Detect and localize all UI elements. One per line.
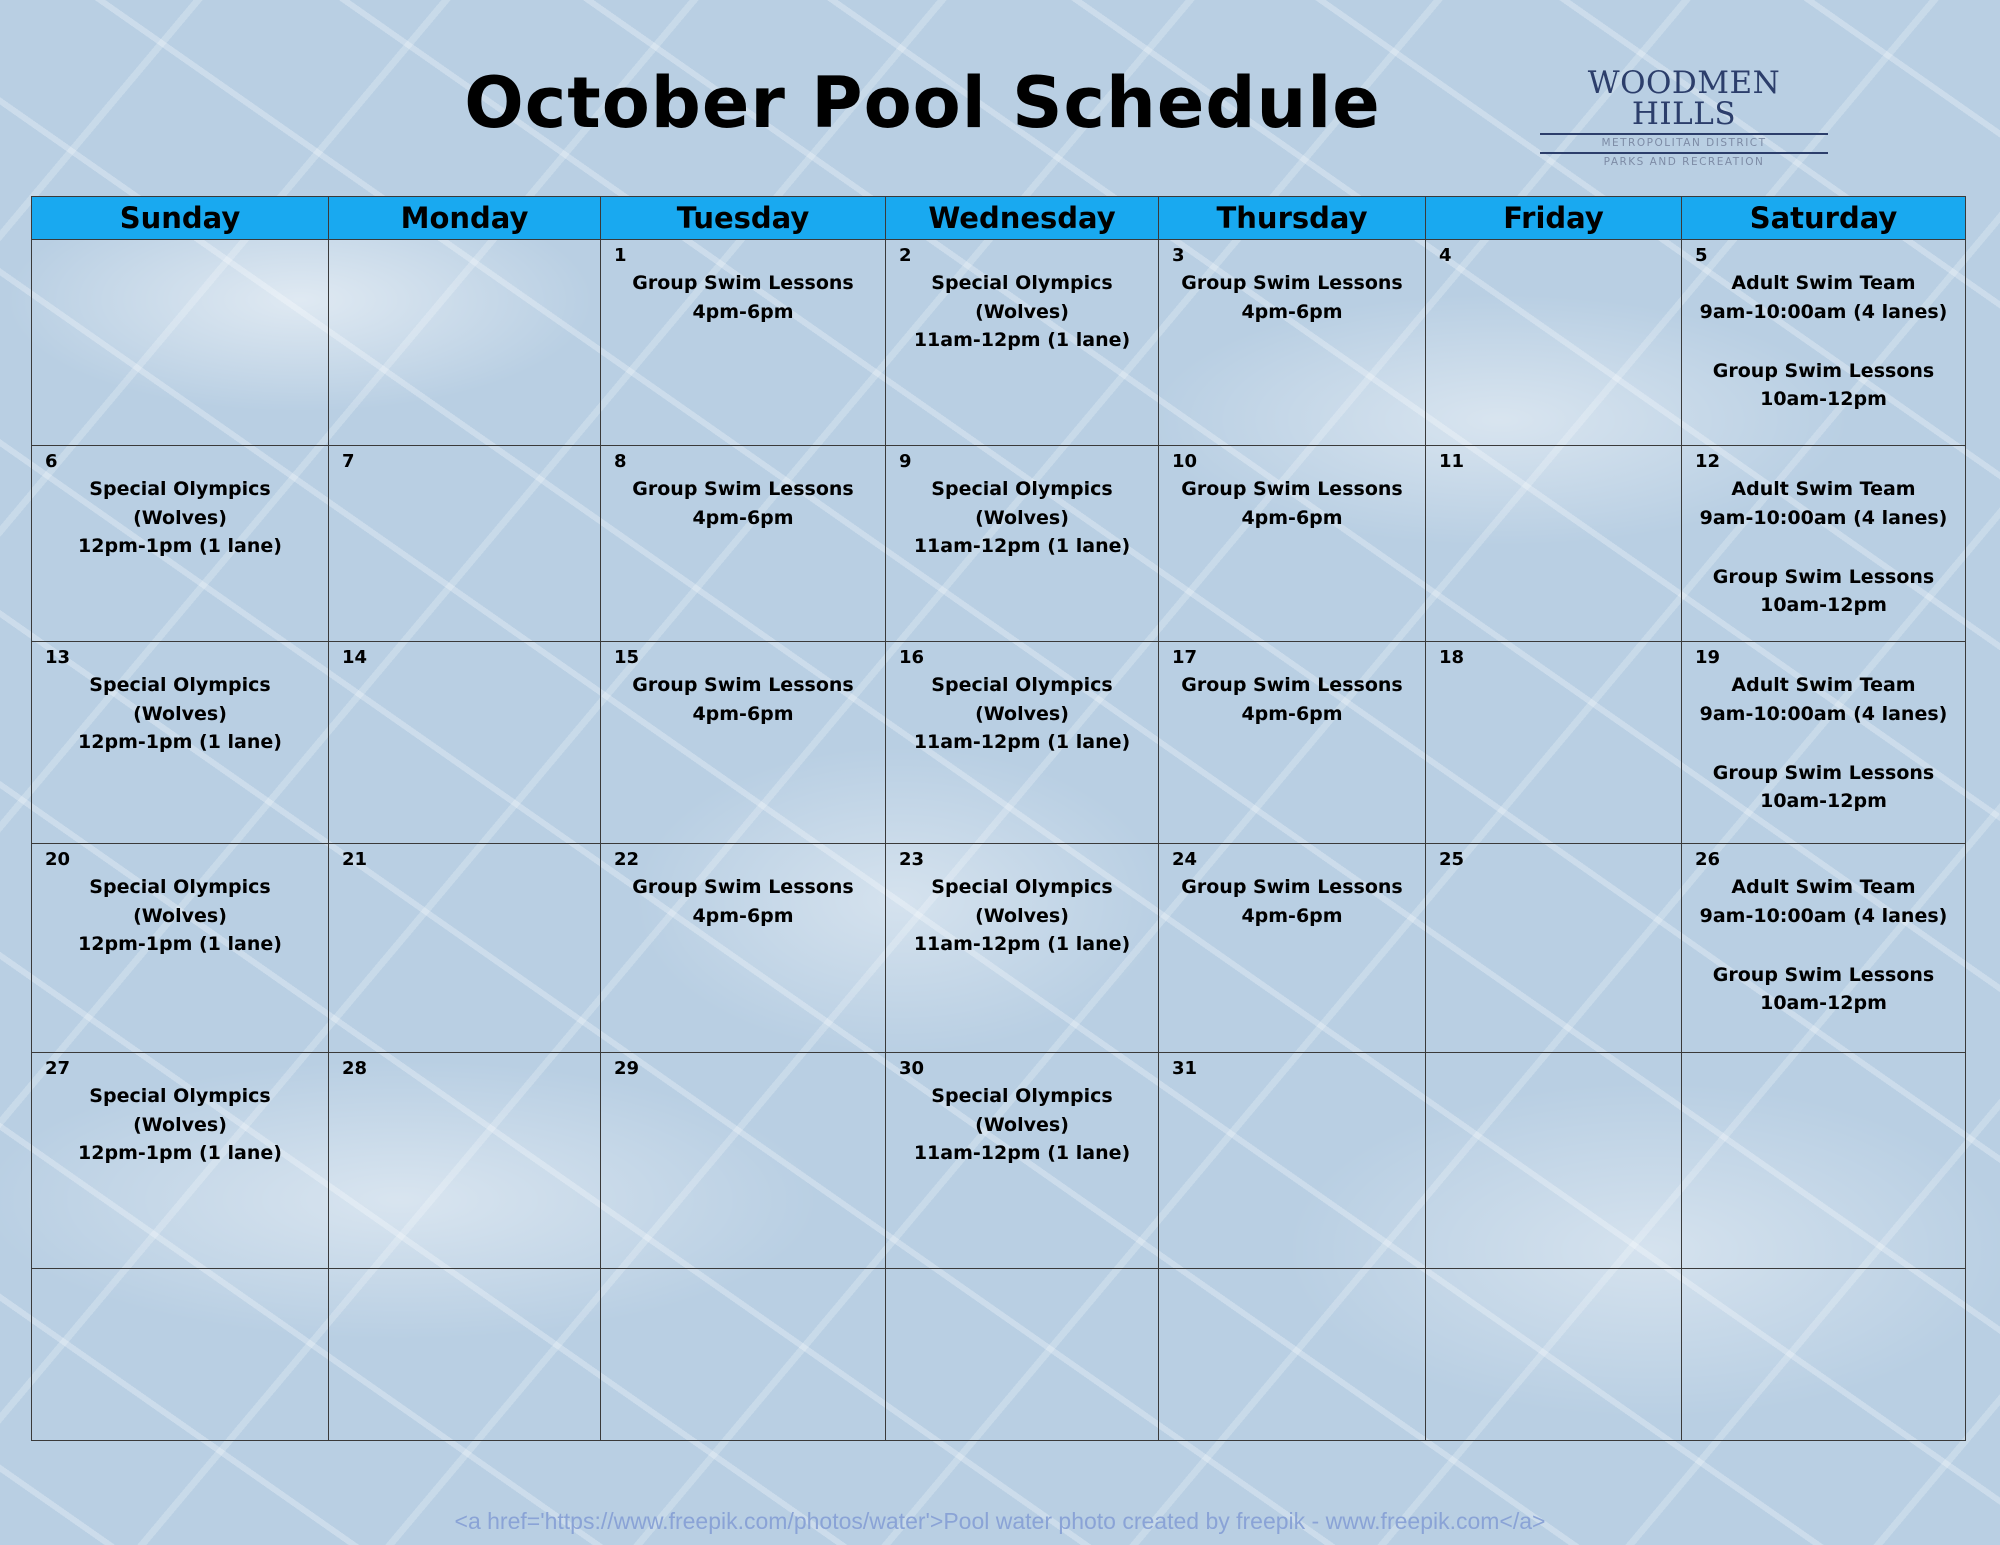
- day-number: 21: [342, 849, 368, 870]
- schedule-event: [1682, 759, 1965, 816]
- day-number: [1426, 1269, 1681, 1296]
- weekday-header: Thursday: [1159, 197, 1426, 240]
- day-cell: [1682, 446, 1966, 642]
- day-number: 12: [1695, 451, 1721, 472]
- week-row: [32, 642, 1966, 844]
- week-row: [32, 446, 1966, 642]
- day-cell: [886, 844, 1159, 1053]
- schedule-event: [32, 1082, 328, 1168]
- day-number: 19: [1695, 647, 1721, 668]
- week-row: [32, 1053, 1966, 1269]
- event-line: (Wolves): [133, 506, 227, 529]
- event-line: Special Olympics: [89, 674, 271, 696]
- event-line: Adult Swim Team: [1731, 674, 1916, 696]
- weekday-header: Saturday: [1682, 197, 1966, 240]
- event-line: (Wolves): [133, 1113, 227, 1136]
- schedule-event: [886, 475, 1158, 561]
- day-number: 29: [614, 1058, 640, 1079]
- day-number: [1426, 1053, 1681, 1080]
- schedule-event: [601, 671, 885, 728]
- day-number: 25: [1439, 849, 1465, 870]
- event-line: Group Swim Lessons: [632, 478, 854, 500]
- event-line: Adult Swim Team: [1731, 876, 1916, 898]
- day-cell: [1159, 1269, 1426, 1441]
- photo-credit: <a href='https://www.freepik.com/photos/water'>Pool water photo created by freepik - www.freepik.com</a>: [454, 1508, 1546, 1534]
- event-line: 11am-12pm (1 lane): [913, 731, 1131, 753]
- event-line: 12pm-1pm (1 lane): [78, 535, 282, 557]
- event-line: 9am-10:00am (4 lanes): [1699, 506, 1948, 529]
- day-cell: [601, 1053, 886, 1269]
- day-number: 10: [1172, 451, 1198, 472]
- day-cell: [32, 240, 329, 446]
- event-line: 4pm-6pm: [1241, 904, 1343, 927]
- day-number: 20: [45, 849, 71, 870]
- day-cell: [601, 1269, 886, 1441]
- day-cell: [601, 240, 886, 446]
- day-cell: [1682, 1053, 1966, 1269]
- event-line: 9am-10:00am (4 lanes): [1699, 904, 1948, 927]
- logo-subtitle-parks: PARKS AND RECREATION: [1540, 152, 1828, 168]
- schedule-event: [32, 873, 328, 959]
- day-number: 9: [899, 451, 912, 472]
- weekday-header: Sunday: [32, 197, 329, 240]
- day-number: 31: [1172, 1058, 1198, 1079]
- event-line: 10am-12pm: [1760, 790, 1887, 812]
- event-line: 10am-12pm: [1760, 992, 1887, 1014]
- page-title: October Pool Schedule: [464, 62, 1381, 144]
- week-row: [32, 844, 1966, 1053]
- event-line: 10am-12pm: [1760, 594, 1887, 616]
- day-number: 2: [899, 245, 912, 266]
- day-number: 16: [899, 647, 925, 668]
- event-line: Special Olympics: [931, 1085, 1113, 1107]
- day-cell: [32, 844, 329, 1053]
- event-line: Special Olympics: [931, 876, 1113, 898]
- day-cell: [886, 642, 1159, 844]
- schedule-event: [886, 1082, 1158, 1168]
- schedule-event: [1682, 475, 1965, 532]
- day-number: [1682, 1053, 1965, 1080]
- schedule-event: [886, 269, 1158, 355]
- day-number: 14: [342, 647, 368, 668]
- event-line: 4pm-6pm: [692, 904, 794, 927]
- schedule-event: [1682, 563, 1965, 620]
- day-number: 17: [1172, 647, 1198, 668]
- schedule-event: [601, 873, 885, 930]
- day-cell: [1159, 844, 1426, 1053]
- day-cell: [601, 642, 886, 844]
- schedule-event: [32, 475, 328, 561]
- day-number: [886, 1269, 1158, 1296]
- logo-name: WOODMEN HILLS: [1587, 65, 1781, 132]
- event-line: (Wolves): [975, 506, 1069, 529]
- day-cell: [1426, 642, 1682, 844]
- weekday-header: Wednesday: [886, 197, 1159, 240]
- event-line: 4pm-6pm: [1241, 702, 1343, 725]
- schedule-event: [601, 475, 885, 532]
- schedule-event: [1682, 671, 1965, 728]
- schedule-event: [601, 269, 885, 326]
- event-line: 9am-10:00am (4 lanes): [1699, 702, 1948, 725]
- day-number: 30: [899, 1058, 925, 1079]
- day-number: [601, 1269, 885, 1296]
- event-line: 4pm-6pm: [692, 300, 794, 323]
- day-number: 1: [614, 245, 627, 266]
- day-number: 22: [614, 849, 640, 870]
- day-cell: [886, 1053, 1159, 1269]
- day-cell: [886, 240, 1159, 446]
- event-line: Adult Swim Team: [1731, 478, 1916, 500]
- day-number: 8: [614, 451, 627, 472]
- schedule-event: [1682, 357, 1965, 414]
- day-cell: [329, 642, 601, 844]
- day-cell: [32, 1053, 329, 1269]
- day-cell: [1159, 446, 1426, 642]
- day-cell: [1159, 1053, 1426, 1269]
- day-cell: [1159, 642, 1426, 844]
- day-cell: [601, 844, 886, 1053]
- day-cell: [601, 446, 886, 642]
- schedule-event: [1159, 873, 1425, 930]
- event-line: 9am-10:00am (4 lanes): [1699, 300, 1948, 323]
- event-line: 4pm-6pm: [1241, 300, 1343, 323]
- event-line: Special Olympics: [89, 876, 271, 898]
- day-cell: [32, 446, 329, 642]
- day-cell: [1426, 844, 1682, 1053]
- day-number: 11: [1439, 451, 1465, 472]
- event-line: Group Swim Lessons: [632, 876, 854, 898]
- day-cell: [886, 446, 1159, 642]
- weekday-header: Tuesday: [601, 197, 886, 240]
- event-line: Special Olympics: [89, 478, 271, 500]
- day-cell: [1682, 642, 1966, 844]
- weekday-header: Friday: [1426, 197, 1682, 240]
- day-cell: [32, 1269, 329, 1441]
- event-line: 4pm-6pm: [692, 506, 794, 529]
- event-line: 4pm-6pm: [692, 702, 794, 725]
- day-number: 5: [1695, 245, 1708, 266]
- day-cell: [886, 1269, 1159, 1441]
- schedule-event: [886, 671, 1158, 757]
- day-cell: [329, 844, 601, 1053]
- day-cell: [329, 1269, 601, 1441]
- day-cell: [1426, 1269, 1682, 1441]
- day-cell: [329, 240, 601, 446]
- day-number: [329, 1269, 600, 1296]
- day-number: 6: [45, 451, 58, 472]
- day-cell: [1682, 1269, 1966, 1441]
- event-line: Group Swim Lessons: [632, 674, 854, 696]
- event-line: Group Swim Lessons: [1712, 761, 1935, 784]
- event-line: Group Swim Lessons: [1712, 359, 1935, 382]
- event-line: Group Swim Lessons: [1181, 674, 1403, 696]
- event-line: (Wolves): [975, 300, 1069, 323]
- weekday-header-row: [32, 197, 1966, 240]
- schedule-event: [32, 671, 328, 757]
- day-number: [329, 240, 600, 267]
- event-line: 12pm-1pm (1 lane): [78, 933, 282, 955]
- event-line: (Wolves): [975, 702, 1069, 725]
- calendar-grid: [31, 196, 1966, 1441]
- day-number: 28: [342, 1058, 368, 1079]
- day-cell: [1426, 240, 1682, 446]
- logo-subtitle-district: METROPOLITAN DISTRICT: [1540, 133, 1828, 149]
- day-cell: [1426, 1053, 1682, 1269]
- day-number: 4: [1439, 245, 1452, 266]
- day-number: [32, 1269, 328, 1296]
- day-cell: [329, 1053, 601, 1269]
- day-cell: [32, 642, 329, 844]
- schedule-event: [886, 873, 1158, 959]
- schedule-event: [1682, 269, 1965, 326]
- day-cell: [1426, 446, 1682, 642]
- event-line: (Wolves): [133, 904, 227, 927]
- event-line: 10am-12pm: [1760, 388, 1887, 410]
- event-line: 11am-12pm (1 lane): [913, 329, 1131, 351]
- event-line: 11am-12pm (1 lane): [913, 535, 1131, 557]
- event-line: 12pm-1pm (1 lane): [78, 1142, 282, 1164]
- day-number: [32, 240, 328, 267]
- event-line: Group Swim Lessons: [1181, 876, 1403, 898]
- day-number: [1159, 1269, 1425, 1296]
- event-line: Adult Swim Team: [1731, 272, 1916, 294]
- event-line: 11am-12pm (1 lane): [913, 1142, 1131, 1164]
- day-number: 27: [45, 1058, 71, 1079]
- schedule-event: [1159, 269, 1425, 326]
- event-line: Group Swim Lessons: [1181, 272, 1403, 294]
- schedule-event: [1159, 475, 1425, 532]
- event-line: (Wolves): [133, 702, 227, 725]
- event-line: Group Swim Lessons: [1712, 565, 1935, 588]
- event-line: 4pm-6pm: [1241, 506, 1343, 529]
- event-line: Group Swim Lessons: [1712, 963, 1935, 986]
- event-line: Group Swim Lessons: [632, 272, 854, 294]
- schedule-event: [1682, 873, 1965, 930]
- event-line: Group Swim Lessons: [1181, 478, 1403, 500]
- day-number: 7: [342, 451, 355, 472]
- event-line: Special Olympics: [931, 674, 1113, 696]
- day-number: 3: [1172, 245, 1185, 266]
- event-line: Special Olympics: [931, 272, 1113, 294]
- event-line: 11am-12pm (1 lane): [913, 933, 1131, 955]
- day-cell: [329, 446, 601, 642]
- schedule-event: [1159, 671, 1425, 728]
- event-line: Special Olympics: [931, 478, 1113, 500]
- event-line: (Wolves): [975, 1113, 1069, 1136]
- event-line: Special Olympics: [89, 1085, 271, 1107]
- week-row: [32, 1269, 1966, 1441]
- day-number: 18: [1439, 647, 1465, 668]
- event-line: (Wolves): [975, 904, 1069, 927]
- schedule-event: [1682, 961, 1965, 1018]
- day-number: [1682, 1269, 1965, 1296]
- day-cell: [1682, 844, 1966, 1053]
- day-number: 23: [899, 849, 925, 870]
- day-cell: [1159, 240, 1426, 446]
- day-cell: [1682, 240, 1966, 446]
- weekday-header: Monday: [329, 197, 601, 240]
- district-logo: [1540, 65, 1828, 168]
- day-number: 15: [614, 647, 640, 668]
- day-number: 13: [45, 647, 71, 668]
- week-row: [32, 240, 1966, 446]
- day-number: 26: [1695, 849, 1721, 870]
- day-number: 24: [1172, 849, 1198, 870]
- event-line: 12pm-1pm (1 lane): [78, 731, 282, 753]
